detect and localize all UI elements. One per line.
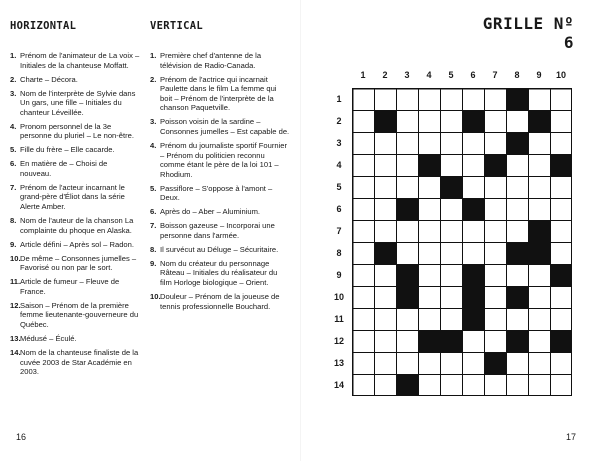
clue-text: Prénom du journaliste sportif Fournier – Prénom du politicien reconnu comme étant le père de la loi 101 – Rhodium.: [160, 140, 288, 179]
clue-number: 3.: [10, 88, 17, 98]
page-gutter: [300, 0, 301, 461]
grid-cell-r14-c1[interactable]: [353, 375, 375, 397]
clue-text: Fille du frère – Elle cacarde.: [20, 145, 115, 155]
grid-cell-r4-c6[interactable]: [463, 155, 485, 177]
grid-cell-r8-c5[interactable]: [441, 243, 463, 265]
column-number-9: 9: [536, 70, 542, 80]
grid-cell-r3-c10[interactable]: [551, 133, 573, 155]
horizontal-clue-10: [10, 254, 140, 273]
grid-cell-r3-c9[interactable]: [529, 133, 551, 155]
vertical-clue-4: [150, 141, 290, 179]
grid-cell-r10-c10[interactable]: [551, 287, 573, 309]
clue-number: 10.: [150, 291, 161, 301]
column-number-6: 6: [470, 70, 476, 80]
clue-text: Après do – Aber – Aluminium.: [160, 207, 261, 217]
grid-cell-r2-c1[interactable]: [353, 111, 375, 133]
vertical-clue-10: [150, 292, 290, 311]
vertical-clue-list: [150, 51, 290, 311]
grid-cell-r10-c4[interactable]: [419, 287, 441, 309]
clue-number: 13.: [10, 333, 21, 343]
clue-number: 5.: [150, 183, 157, 193]
grid-cell-r7-c1[interactable]: [353, 221, 375, 243]
black-cell-r14-c3: [397, 375, 419, 397]
grid-cell-r7-c10[interactable]: [551, 221, 573, 243]
grid-cell-r13-c4[interactable]: [419, 353, 441, 375]
horizontal-clue-2: [10, 75, 140, 85]
grid-cell-r2-c8[interactable]: [507, 111, 529, 133]
row-number-9: 9: [336, 270, 342, 280]
grid-cell-r6-c4[interactable]: [419, 199, 441, 221]
grid-cell-r1-c4[interactable]: [419, 89, 441, 111]
grid-cell-r10-c7[interactable]: [485, 287, 507, 309]
grid-cell-r2-c5[interactable]: [441, 111, 463, 133]
clue-number: 3.: [150, 117, 157, 127]
black-cell-r10-c3: [397, 287, 419, 309]
row-number-10: 10: [333, 292, 344, 302]
black-cell-r12-c4: [419, 331, 441, 353]
clue-text: Il survécut au Déluge – Sécuritaire.: [160, 244, 279, 254]
grid-cell-r8-c4[interactable]: [419, 243, 441, 265]
grid-cell-r3-c3[interactable]: [397, 133, 419, 155]
row-numbers: [330, 88, 348, 396]
grid-cell-r1-c10[interactable]: [551, 89, 573, 111]
clue-text: Médusé – Éculé.: [20, 333, 77, 343]
grid-cell-r6-c2[interactable]: [375, 199, 397, 221]
grid-cell-r11-c5[interactable]: [441, 309, 463, 331]
row-number-4: 4: [336, 160, 342, 170]
grid-cell-r7-c2[interactable]: [375, 221, 397, 243]
clue-number: 4.: [150, 140, 157, 150]
grid-cell-r5-c10[interactable]: [551, 177, 573, 199]
black-cell-r10-c8: [507, 287, 529, 309]
grid-cell-r10-c1[interactable]: [353, 287, 375, 309]
grid-cell-r1-c2[interactable]: [375, 89, 397, 111]
row-number-5: 5: [336, 182, 342, 192]
grid-cell-r8-c3[interactable]: [397, 243, 419, 265]
vertical-clues-column: [150, 20, 290, 316]
grid-cell-r1-c5[interactable]: [441, 89, 463, 111]
grid-cell-r12-c1[interactable]: [353, 331, 375, 353]
clue-number: 2.: [150, 74, 157, 84]
black-cell-r8-c8: [507, 243, 529, 265]
grid-cell-r13-c6[interactable]: [463, 353, 485, 375]
grid-cell-r5-c3[interactable]: [397, 177, 419, 199]
black-cell-r4-c7: [485, 155, 507, 177]
horizontal-heading: HORIZONTAL: [10, 20, 77, 32]
grid-cell-r13-c3[interactable]: [397, 353, 419, 375]
clue-text: En matière de – Choisi de nouveau.: [20, 159, 108, 178]
crossword-grid[interactable]: [352, 88, 572, 396]
grid-cell-r6-c10[interactable]: [551, 199, 573, 221]
grid-cell-r14-c9[interactable]: [529, 375, 551, 397]
grid-cell-r9-c4[interactable]: [419, 265, 441, 287]
black-cell-r12-c10: [551, 331, 573, 353]
grid-cell-r7-c4[interactable]: [419, 221, 441, 243]
horizontal-clue-11: [10, 277, 140, 296]
grid-cell-r4-c1[interactable]: [353, 155, 375, 177]
vertical-clue-6: [150, 207, 290, 217]
clue-number: 12.: [10, 300, 21, 310]
column-number-2: 2: [382, 70, 388, 80]
clue-text: Prénom de l'actrice qui incarnait Paulette dans le film La femme qui boit – Prénom de l'interprète de la chanson Paquetville.: [160, 74, 277, 113]
grid-cell-r6-c7[interactable]: [485, 199, 507, 221]
black-cell-r8-c2: [375, 243, 397, 265]
grid-cell-r3-c4[interactable]: [419, 133, 441, 155]
black-cell-r5-c5: [441, 177, 463, 199]
grid-cell-r13-c9[interactable]: [529, 353, 551, 375]
clue-text: Douleur – Prénom de la joueuse de tennis professionnelle Bouchard.: [160, 291, 280, 311]
row-number-2: 2: [336, 116, 342, 126]
clue-text: Charte – Décora.: [20, 74, 78, 84]
grid-cell-r9-c2[interactable]: [375, 265, 397, 287]
grid-cell-r2-c7[interactable]: [485, 111, 507, 133]
black-cell-r3-c8: [507, 133, 529, 155]
black-cell-r1-c8: [507, 89, 529, 111]
grid-cell-r13-c2[interactable]: [375, 353, 397, 375]
clue-text: Nom du créateur du personnage Râteau – Initiales du réalisateur du film Horloge biologique – Orient.: [160, 258, 278, 287]
grid-cell-r5-c2[interactable]: [375, 177, 397, 199]
grid-cell-r3-c6[interactable]: [463, 133, 485, 155]
horizontal-clue-9: [10, 240, 140, 250]
clue-number: 10.: [10, 253, 21, 263]
vertical-clue-8: [150, 245, 290, 255]
grid-cell-r9-c5[interactable]: [441, 265, 463, 287]
page-number-right: 17: [566, 432, 577, 442]
horizontal-clue-7: [10, 183, 140, 212]
grid-cell-r7-c3[interactable]: [397, 221, 419, 243]
row-number-3: 3: [336, 138, 342, 148]
column-number-3: 3: [404, 70, 410, 80]
black-cell-r9-c10: [551, 265, 573, 287]
row-number-8: 8: [336, 248, 342, 258]
horizontal-clue-14: [10, 348, 140, 377]
black-cell-r4-c4: [419, 155, 441, 177]
column-number-1: 1: [360, 70, 366, 80]
black-cell-r9-c6: [463, 265, 485, 287]
horizontal-clue-list: [10, 51, 140, 377]
column-number-8: 8: [514, 70, 520, 80]
grid-cell-r4-c5[interactable]: [441, 155, 463, 177]
grid-cell-r1-c7[interactable]: [485, 89, 507, 111]
black-cell-r9-c3: [397, 265, 419, 287]
black-cell-r7-c9: [529, 221, 551, 243]
grid-cell-r13-c8[interactable]: [507, 353, 529, 375]
clue-text: Article de fumeur – Fleuve de France.: [20, 277, 120, 296]
grid-cell-r11-c8[interactable]: [507, 309, 529, 331]
clue-text: Saison – Prénom de la première femme lieutenante-gouverneure du Québec.: [20, 300, 139, 329]
clue-number: 7.: [150, 221, 157, 231]
row-number-7: 7: [336, 226, 342, 236]
horizontal-clue-1: [10, 51, 140, 70]
grid-cell-r2-c4[interactable]: [419, 111, 441, 133]
grid-cell-r14-c10[interactable]: [551, 375, 573, 397]
clue-number: 6.: [150, 207, 157, 217]
column-number-5: 5: [448, 70, 454, 80]
clue-number: 1.: [150, 51, 157, 60]
grid-cell-r7-c5[interactable]: [441, 221, 463, 243]
horizontal-clue-3: [10, 89, 140, 118]
grid-cell-r14-c7[interactable]: [485, 375, 507, 397]
grid-cell-r3-c5[interactable]: [441, 133, 463, 155]
grid-cell-r8-c6[interactable]: [463, 243, 485, 265]
grid-cell-r12-c2[interactable]: [375, 331, 397, 353]
horizontal-clue-5: [10, 145, 140, 155]
row-number-14: 14: [333, 380, 344, 390]
black-cell-r6-c6: [463, 199, 485, 221]
clue-text: Prénom de l'animateur de La voix – Initiales de la chanteuse Moffatt.: [20, 51, 140, 70]
black-cell-r12-c8: [507, 331, 529, 353]
clue-number: 7.: [10, 182, 17, 192]
grid-cell-r5-c8[interactable]: [507, 177, 529, 199]
grid-cell-r1-c6[interactable]: [463, 89, 485, 111]
grid-cell-r5-c9[interactable]: [529, 177, 551, 199]
horizontal-clue-12: [10, 301, 140, 330]
clue-text: Nom de l'auteur de la chanson La complainte du phoque en Alaska.: [20, 216, 134, 235]
black-cell-r2-c9: [529, 111, 551, 133]
grid-cell-r2-c3[interactable]: [397, 111, 419, 133]
grid-cell-r3-c2[interactable]: [375, 133, 397, 155]
grid-cell-r1-c9[interactable]: [529, 89, 551, 111]
row-number-11: 11: [334, 314, 344, 324]
grid-cell-r11-c7[interactable]: [485, 309, 507, 331]
horizontal-clue-4: [10, 122, 140, 141]
column-number-7: 7: [492, 70, 498, 80]
grid-cell-r4-c2[interactable]: [375, 155, 397, 177]
grid-cell-r10-c9[interactable]: [529, 287, 551, 309]
vertical-clue-2: [150, 75, 290, 113]
clue-text: Nom de l'interprète de Sylvie dans Un gars, une fille – Initiales du chanteur Léveillée.: [20, 88, 136, 117]
grid-cell-r8-c10[interactable]: [551, 243, 573, 265]
grid-cell-r9-c9[interactable]: [529, 265, 551, 287]
clue-text: Article défini – Après sol – Radon.: [20, 239, 134, 249]
column-number-10: 10: [555, 70, 566, 80]
clue-number: 8.: [150, 244, 157, 254]
horizontal-clues-column: [10, 20, 140, 381]
row-number-1: 1: [336, 94, 342, 104]
grid-cell-r6-c8[interactable]: [507, 199, 529, 221]
grid-cell-r4-c9[interactable]: [529, 155, 551, 177]
clue-number: 5.: [10, 145, 17, 155]
clue-number: 9.: [150, 258, 157, 268]
grid-cell-r11-c9[interactable]: [529, 309, 551, 331]
grid-cell-r3-c7[interactable]: [485, 133, 507, 155]
grid-cell-r6-c1[interactable]: [353, 199, 375, 221]
black-cell-r13-c7: [485, 353, 507, 375]
grid-cell-r13-c1[interactable]: [353, 353, 375, 375]
grid-cell-r3-c1[interactable]: [353, 133, 375, 155]
clue-number: 2.: [10, 74, 17, 84]
grid-cell-r8-c7[interactable]: [485, 243, 507, 265]
vertical-heading: VERTICAL: [150, 20, 203, 32]
grid-cell-r12-c3[interactable]: [397, 331, 419, 353]
grid-cell-r14-c2[interactable]: [375, 375, 397, 397]
column-number-4: 4: [426, 70, 432, 80]
grid-cell-r1-c3[interactable]: [397, 89, 419, 111]
grid-cell-r5-c7[interactable]: [485, 177, 507, 199]
clue-text: Poisson voisin de la sardine – Consonnes jumelles – Est capable de.: [160, 117, 290, 136]
vertical-clue-3: [150, 117, 290, 136]
grid-cell-r10-c2[interactable]: [375, 287, 397, 309]
vertical-clue-1: [150, 51, 290, 70]
clue-text: Nom de la chanteuse finaliste de la cuvée 2003 de Star Académie en 2003.: [20, 347, 139, 377]
grid-cell-r7-c8[interactable]: [507, 221, 529, 243]
clue-number: 6.: [10, 159, 17, 169]
clue-number: 14.: [10, 347, 21, 357]
row-number-12: 12: [333, 336, 344, 346]
grid-cell-r11-c3[interactable]: [397, 309, 419, 331]
grid-cell-r11-c2[interactable]: [375, 309, 397, 331]
black-cell-r10-c6: [463, 287, 485, 309]
black-cell-r4-c10: [551, 155, 573, 177]
grid-cell-r7-c6[interactable]: [463, 221, 485, 243]
grid-cell-r4-c8[interactable]: [507, 155, 529, 177]
black-cell-r12-c5: [441, 331, 463, 353]
grid-cell-r4-c3[interactable]: [397, 155, 419, 177]
clue-number: 8.: [10, 216, 17, 226]
row-number-6: 6: [336, 204, 342, 214]
clue-text: Boisson gazeuse – Incorporai une personne dans l'armée.: [160, 221, 275, 240]
column-numbers: [352, 70, 572, 82]
grid-cell-r6-c5[interactable]: [441, 199, 463, 221]
black-cell-r11-c6: [463, 309, 485, 331]
grid-cell-r9-c7[interactable]: [485, 265, 507, 287]
grid-cell-r14-c6[interactable]: [463, 375, 485, 397]
row-number-13: 13: [333, 358, 344, 368]
grid-cell-r9-c1[interactable]: [353, 265, 375, 287]
clue-text: Première chef d'antenne de la télévision de Radio-Canada.: [160, 51, 262, 70]
grid-cell-r5-c1[interactable]: [353, 177, 375, 199]
clue-number: 11.: [10, 277, 21, 287]
grid-cell-r9-c8[interactable]: [507, 265, 529, 287]
grid-cell-r2-c10[interactable]: [551, 111, 573, 133]
grid-cell-r13-c5[interactable]: [441, 353, 463, 375]
grid-title: GRILLE Nº 6: [482, 14, 574, 52]
horizontal-clue-6: [10, 159, 140, 178]
clue-number: 9.: [10, 239, 17, 249]
grid-cell-r11-c10[interactable]: [551, 309, 573, 331]
grid-cell-r1-c1[interactable]: [353, 89, 375, 111]
vertical-clue-9: [150, 259, 290, 288]
black-cell-r2-c6: [463, 111, 485, 133]
grid-cell-r10-c5[interactable]: [441, 287, 463, 309]
page-number-left: 16: [16, 432, 27, 442]
clue-text: Pronom personnel de la 3e personne du pluriel – Le non-être.: [20, 121, 134, 141]
grid-cell-r7-c7[interactable]: [485, 221, 507, 243]
grid-cell-r5-c6[interactable]: [463, 177, 485, 199]
grid-cell-r6-c9[interactable]: [529, 199, 551, 221]
grid-cell-r14-c4[interactable]: [419, 375, 441, 397]
clue-text: De même – Consonnes jumelles – Favorisé ou non par le sort.: [20, 253, 137, 273]
black-cell-r8-c9: [529, 243, 551, 265]
grid-cell-r11-c1[interactable]: [353, 309, 375, 331]
clue-text: Passiflore – S'oppose à l'amont – Deux.: [160, 183, 273, 203]
grid-cell-r14-c5[interactable]: [441, 375, 463, 397]
clue-text: Prénom de l'acteur incarnant le grand-père d'Éliot dans la série Alerte Amber.: [20, 182, 125, 212]
grid-cell-r5-c4[interactable]: [419, 177, 441, 199]
horizontal-clue-13: [10, 334, 140, 344]
clue-number: 4.: [10, 121, 17, 131]
grid-cell-r12-c7[interactable]: [485, 331, 507, 353]
horizontal-clue-8: [10, 216, 140, 235]
grid-cell-r12-c6[interactable]: [463, 331, 485, 353]
black-cell-r2-c2: [375, 111, 397, 133]
grid-cell-r11-c4[interactable]: [419, 309, 441, 331]
clue-number: 1.: [10, 51, 17, 60]
vertical-clue-7: [150, 221, 290, 240]
grid-cell-r13-c10[interactable]: [551, 353, 573, 375]
grid-cell-r14-c8[interactable]: [507, 375, 529, 397]
black-cell-r6-c3: [397, 199, 419, 221]
grid-cell-r8-c1[interactable]: [353, 243, 375, 265]
vertical-clue-5: [150, 184, 290, 203]
grid-cell-r12-c9[interactable]: [529, 331, 551, 353]
